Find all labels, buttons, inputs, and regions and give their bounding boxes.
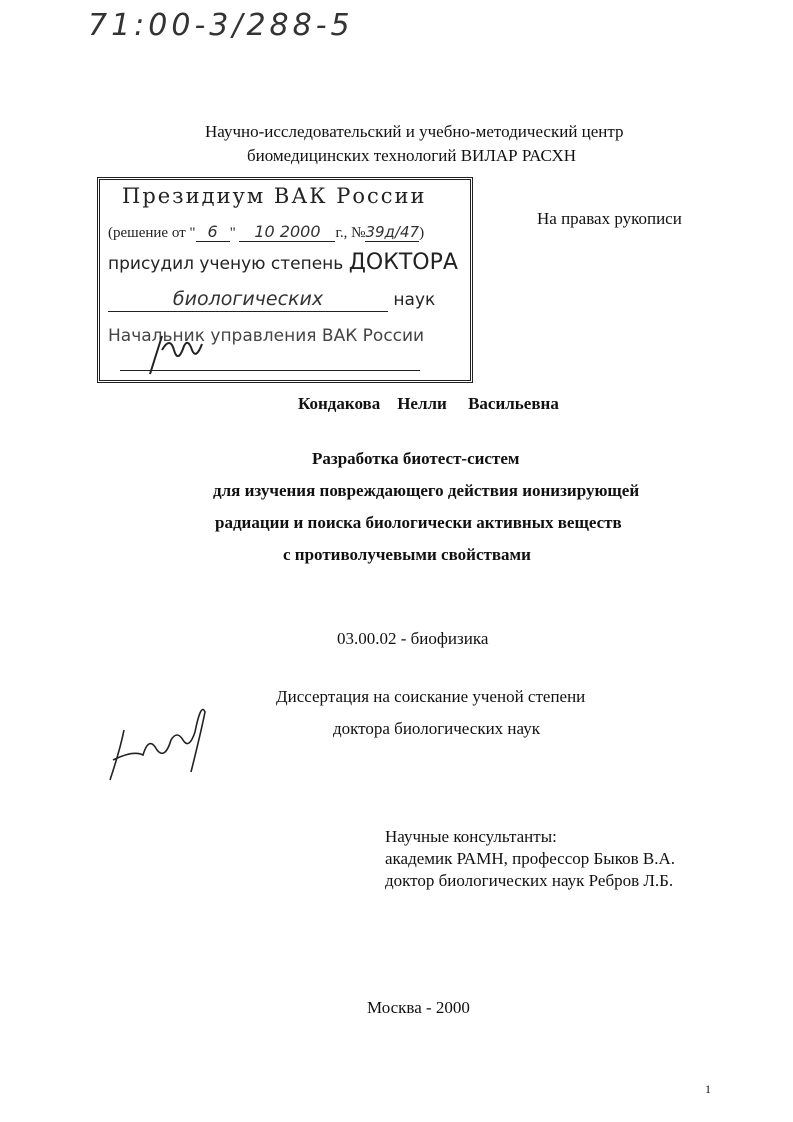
stamp-month-year: 10 2000 [239, 222, 335, 242]
stamp-degree-prefix: присудил ученую степень [108, 254, 344, 274]
stamp-day: 6 [196, 222, 230, 242]
stamp-degree-line [108, 250, 458, 276]
stamp-field-line [108, 288, 435, 312]
title-line-2: для изучения повреждающего действия ионизирующей [213, 481, 640, 500]
stamp-field-handwritten: биологических [108, 288, 388, 312]
institution-line1: Научно-исследовательский и учебно-методический центр [205, 122, 624, 141]
stamp-title: Президиум ВАК России [122, 184, 427, 208]
consultant-1: академик РАМН, профессор Быков В.А. [385, 849, 675, 868]
stamp-decision-line: (решение от " 6 " 10 2000 г., №39д/47) [108, 222, 425, 241]
author-name [298, 394, 559, 414]
consultant-2: доктор биологических наук Ребров Л.Б. [385, 871, 674, 890]
handwritten-signature-icon [105, 700, 225, 790]
title-line-3: радиации и поиска биологически активных веществ [215, 513, 622, 532]
archive-number-handwritten: 71:00-3/288-5 [88, 8, 354, 43]
specialty: 03.00.02 - биофизика [337, 629, 489, 648]
page-number: 1 [705, 1082, 711, 1096]
consultants-label: Научные консультанты: [385, 827, 557, 846]
dissertation-line1: Диссертация на соискание ученой степени [276, 687, 586, 706]
stamp-number-prefix: г., № [335, 225, 366, 241]
stamp-signature-icon [140, 330, 220, 376]
rights-note: На правах рукописи [537, 209, 682, 228]
stamp-number: 39д/47 [365, 223, 420, 241]
author-surname: Кондакова [298, 394, 381, 413]
stamp-signatory: Начальник управления ВАК России [108, 326, 425, 346]
stamp-decision-prefix: (решение от " [108, 225, 196, 241]
title-line-1: Разработка биотест-систем [312, 449, 520, 468]
institution-line2: биомедицинских технологий ВИЛАР РАСХН [247, 146, 577, 165]
vak-stamp [97, 177, 473, 383]
title-line-4: с противолучевыми свойствами [283, 545, 531, 564]
place-year: Москва - 2000 [367, 998, 470, 1017]
dissertation-line2: доктора биологических наук [333, 719, 540, 738]
author-first-name: Нелли [397, 394, 447, 413]
stamp-degree: ДОКТОРА [348, 250, 458, 275]
author-patronymic: Васильевна [468, 394, 559, 413]
stamp-field-suffix: наук [393, 290, 436, 310]
